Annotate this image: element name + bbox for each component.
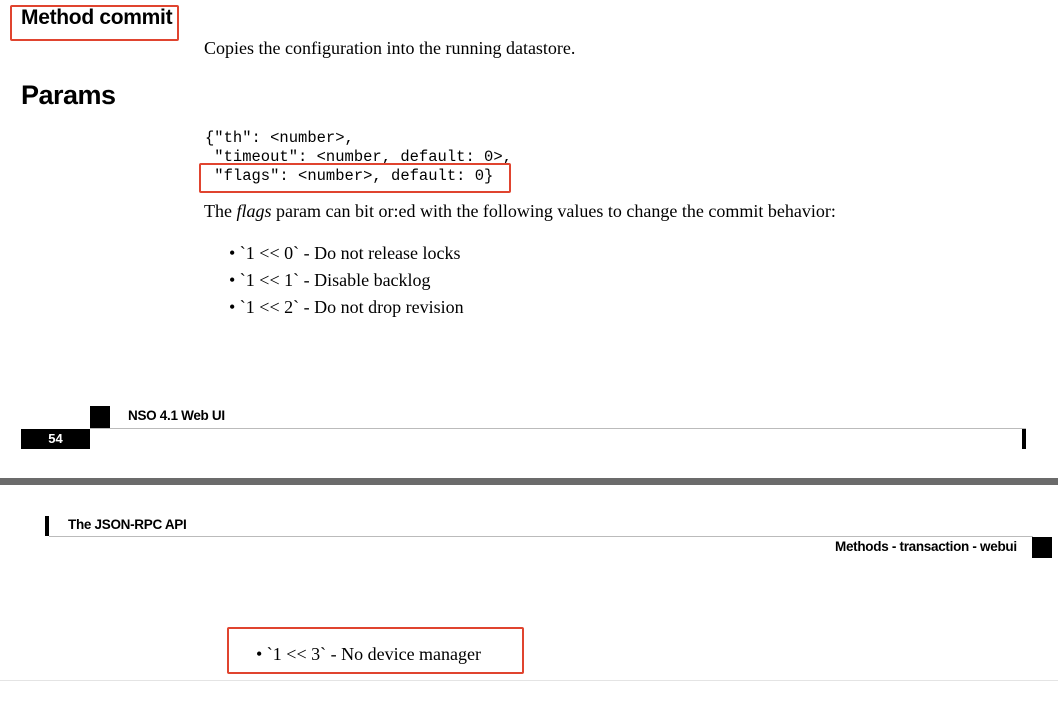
code-line-timeout: "timeout": <number, default: 0>,	[205, 148, 512, 166]
footer-marker-bar	[1022, 429, 1026, 449]
header-chapter: The JSON-RPC API	[68, 517, 187, 532]
footer-marker-square	[90, 406, 110, 428]
header-marker-bar	[45, 516, 49, 536]
params-heading: Params	[21, 80, 116, 110]
flags-description	[204, 201, 836, 222]
flags-description-after: param can bit or:ed with the following values to change the commit behavior:	[271, 201, 836, 221]
flags-code-highlight	[199, 163, 511, 193]
bullet-item: • `1 << 3` - No device manager	[256, 644, 482, 664]
method-title: Method commit	[21, 6, 173, 29]
code-line-flags: "flags": <number>, default: 0}	[205, 167, 494, 185]
method-description: Copies the configuration into the running datastore.	[204, 38, 576, 58]
flags-description-before: The	[204, 201, 237, 221]
bullet-item: • `1 << 1` - Disable backlog	[229, 270, 431, 290]
flags-description-em: flags	[236, 201, 272, 221]
header-section: Methods - transaction - webui	[835, 539, 1017, 554]
header-marker-square	[1032, 537, 1052, 558]
header-rule	[49, 536, 1033, 537]
bullet-item: • `1 << 0` - Do not release locks	[229, 243, 461, 263]
page-separator	[0, 478, 1058, 485]
footer-rule	[90, 428, 1026, 429]
page-number: 54	[48, 431, 63, 446]
bullet-highlight	[227, 627, 524, 674]
bottom-rule	[0, 680, 1058, 681]
method-title-highlight	[10, 5, 179, 41]
bullet-item: • `1 << 2` - Do not drop revision	[229, 297, 464, 317]
code-line-th: {"th": <number>,	[205, 129, 354, 147]
footer-product: NSO 4.1 Web UI	[128, 408, 225, 423]
